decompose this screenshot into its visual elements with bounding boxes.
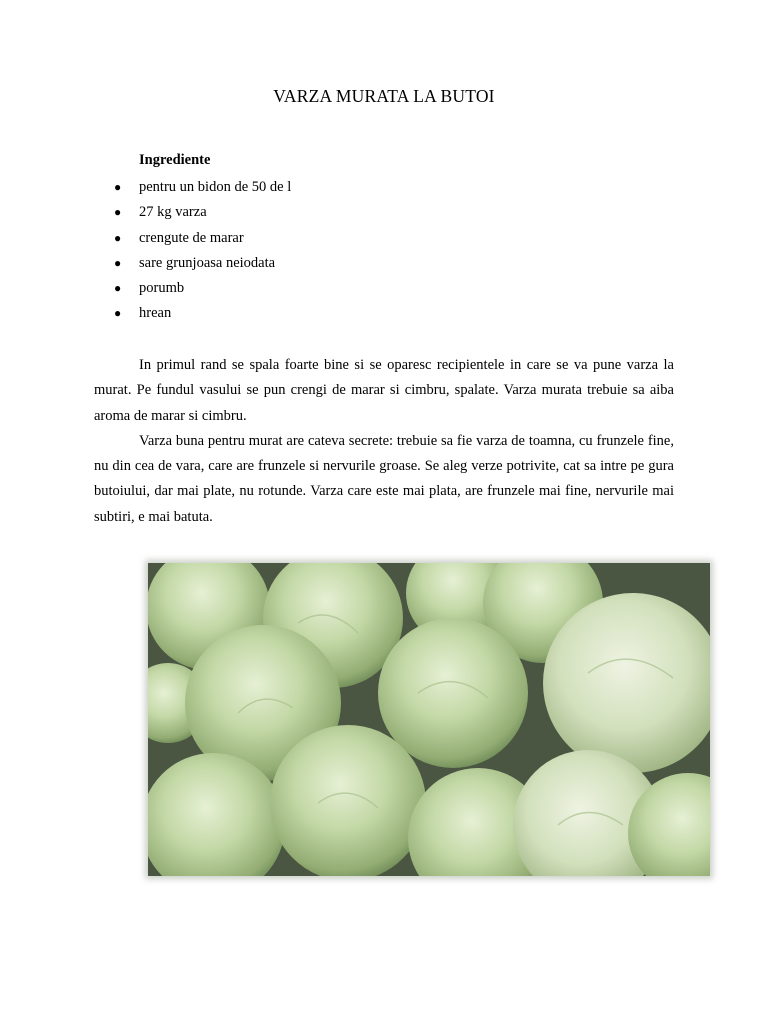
list-item <box>0 253 291 278</box>
ingredients-list <box>0 177 291 329</box>
paragraph: Varza buna pentru murat are cateva secrete: trebuie sa fie varza de toamna, cu frunzele fine, nu din cea de vara, care are frunzele si nervurile groase. Se aleg verze potrivite, cat sa intre pe gura butoiului, dar mai plate, nu rotunde. Varza care este mai plata, are frunzele mai fine, nervurile mai subtiri, e mai batuta. <box>94 432 674 525</box>
list-item <box>0 202 291 227</box>
body-text <box>94 353 674 530</box>
bullet-icon: ● <box>114 306 122 321</box>
list-item <box>0 177 291 202</box>
cabbage-illustration <box>148 563 710 876</box>
list-item <box>0 303 291 328</box>
document-title: VARZA MURATA LA BUTOI <box>273 86 495 106</box>
ingredients-heading: Ingrediente <box>139 152 211 168</box>
ingredient-text: sare grunjoasa neiodata <box>139 254 276 271</box>
cabbage-photo <box>148 563 710 876</box>
list-item <box>0 278 291 303</box>
ingredient-text: hrean <box>139 305 172 322</box>
ingredient-text: porumb <box>139 280 185 297</box>
ingredient-text: crengute de marar <box>139 229 244 246</box>
list-item <box>0 228 291 253</box>
bullet-icon: ● <box>114 255 122 270</box>
bullet-icon: ● <box>114 230 122 245</box>
bullet-icon: ● <box>114 205 122 220</box>
ingredient-text: pentru un bidon de 50 de l <box>139 179 292 195</box>
paragraph: In primul rand se spala foarte bine si se oparesc recipientele in care se va pune varza la murat. Pe fundul vasului se pun crengi de marar si cimbru, spalate. Varza murata trebuie sa aiba aroma de marar si cimbru. <box>94 357 674 424</box>
bullet-icon: ● <box>114 180 122 194</box>
bullet-icon: ● <box>114 281 122 296</box>
ingredient-text: 27 kg varza <box>139 204 207 221</box>
